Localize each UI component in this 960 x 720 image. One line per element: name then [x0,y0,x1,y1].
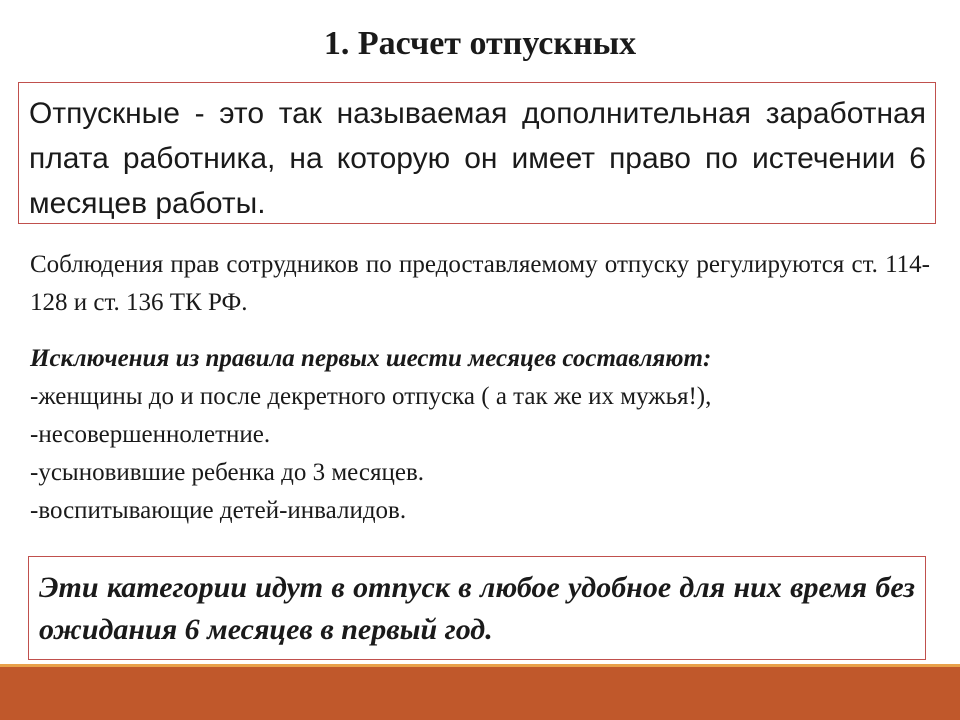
footer-band [0,667,960,720]
exception-item: -воспитывающие детей-инвалидов. [30,497,407,524]
definition-text: Отпускные - это так называемая дополнительная заработная плата работника, на которую он имеет право по истечении 6 месяцев работы. [29,97,926,220]
conclusion-text: Эти категории идут в отпуск в любое удобное для них время без ожидания 6 месяцев в первый год. [39,571,915,646]
exception-item: -женщины до и после декретного отпуска ( а так же их мужья!), [30,383,712,410]
conclusion-box [28,556,926,660]
exception-item: -усыновившие ребенка до 3 месяцев. [30,459,425,486]
exception-item: -несовершеннолетние. [30,421,271,448]
exceptions-heading: Исключения из правила первых шести месяцев составляют: [30,345,712,372]
definition-box [18,82,936,224]
exceptions-section [30,340,930,530]
rights-paragraph: Соблюдения прав сотрудников по предоставляемому отпуску регулируются ст. 114-128 и ст. 136 ТК РФ. [30,251,930,316]
slide-title: 1. Расчет отпускных [323,25,637,62]
